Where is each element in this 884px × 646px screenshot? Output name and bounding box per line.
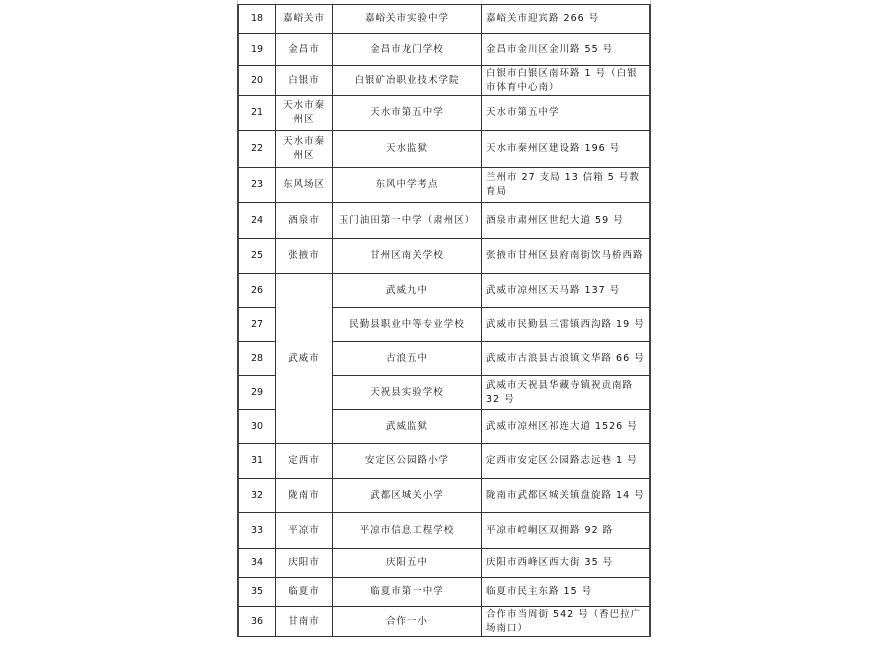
- row-number-cell: 23: [238, 168, 276, 203]
- address-cell: 平凉市崆峒区双拥路 92 路: [482, 513, 651, 549]
- city-cell: 平凉市: [276, 513, 333, 549]
- school-cell: 合作一小: [333, 607, 482, 637]
- city-cell: 嘉峪关市: [276, 5, 333, 34]
- school-cell: 玉门油田第一中学（肃州区）: [333, 203, 482, 239]
- row-number-cell: 30: [238, 410, 276, 444]
- address-cell: 武威市凉州区天马路 137 号: [482, 274, 651, 308]
- table-body: [238, 5, 650, 637]
- table-row: [238, 168, 650, 203]
- school-cell: 甘州区南关学校: [333, 239, 482, 274]
- address-cell: 武威市凉州区祁连大道 1526 号: [482, 410, 651, 444]
- school-cell: 天水市第五中学: [333, 96, 482, 131]
- table-row: [238, 274, 650, 308]
- row-number-cell: 33: [238, 513, 276, 549]
- row-number-cell: 18: [238, 5, 276, 34]
- address-cell: 嘉峪关市迎宾路 266 号: [482, 5, 651, 34]
- city-cell: 天水市秦州区: [276, 96, 333, 131]
- city-cell: 天水市秦州区: [276, 131, 333, 168]
- exam-sites-table: [237, 4, 651, 637]
- address-cell: 张掖市甘州区县府南街饮马桥西路: [482, 239, 651, 274]
- school-cell: 武威九中: [333, 274, 482, 308]
- table-row: [238, 203, 650, 239]
- address-cell: 庆阳市西峰区西大街 35 号: [482, 549, 651, 578]
- city-cell: 白银市: [276, 66, 333, 96]
- city-cell: 甘南市: [276, 607, 333, 637]
- city-cell: 酒泉市: [276, 203, 333, 239]
- city-cell: 张掖市: [276, 239, 333, 274]
- school-cell: 天水监狱: [333, 131, 482, 168]
- row-number-cell: 19: [238, 34, 276, 66]
- school-cell: 平凉市信息工程学校: [333, 513, 482, 549]
- table-row: [238, 131, 650, 168]
- city-cell: 武威市: [276, 274, 333, 444]
- table-row: [238, 239, 650, 274]
- row-number-cell: 21: [238, 96, 276, 131]
- city-cell: 东风场区: [276, 168, 333, 203]
- school-cell: 临夏市第一中学: [333, 578, 482, 607]
- row-number-cell: 26: [238, 274, 276, 308]
- row-number-cell: 20: [238, 66, 276, 96]
- city-cell: 定西市: [276, 444, 333, 479]
- address-cell: 金昌市金川区金川路 55 号: [482, 34, 651, 66]
- address-cell: 定西市安定区公园路志远巷 1 号: [482, 444, 651, 479]
- city-cell: 金昌市: [276, 34, 333, 66]
- address-cell: 兰州市 27 支局 13 信箱 5 号教育局: [482, 168, 651, 203]
- city-cell: 临夏市: [276, 578, 333, 607]
- table-row: [238, 549, 650, 578]
- address-cell: 武威市古浪县古浪镇文华路 66 号: [482, 342, 651, 376]
- table-row: [238, 66, 650, 96]
- row-number-cell: 24: [238, 203, 276, 239]
- school-cell: 民勤县职业中等专业学校: [333, 308, 482, 342]
- row-number-cell: 31: [238, 444, 276, 479]
- row-number-cell: 32: [238, 479, 276, 513]
- table-row: [238, 607, 650, 637]
- school-cell: 古浪五中: [333, 342, 482, 376]
- row-number-cell: 29: [238, 376, 276, 410]
- city-cell: 庆阳市: [276, 549, 333, 578]
- address-cell: 临夏市民主东路 15 号: [482, 578, 651, 607]
- address-cell: 武威市民勤县三雷镇西沟路 19 号: [482, 308, 651, 342]
- row-number-cell: 25: [238, 239, 276, 274]
- address-cell: 天水市秦州区建设路 196 号: [482, 131, 651, 168]
- school-cell: 庆阳五中: [333, 549, 482, 578]
- address-cell: 武威市天祝县华藏寺镇祝贡南路 32 号: [482, 376, 651, 410]
- school-cell: 武都区城关小学: [333, 479, 482, 513]
- address-cell: 酒泉市肃州区世纪大道 59 号: [482, 203, 651, 239]
- row-number-cell: 35: [238, 578, 276, 607]
- table-row: [238, 96, 650, 131]
- school-cell: 金昌市龙门学校: [333, 34, 482, 66]
- table-row: [238, 5, 650, 34]
- row-number-cell: 28: [238, 342, 276, 376]
- school-cell: 嘉峪关市实验中学: [333, 5, 482, 34]
- row-number-cell: 27: [238, 308, 276, 342]
- address-cell: 合作市当周街 542 号（香巴拉广场南口）: [482, 607, 651, 637]
- table-row: [238, 34, 650, 66]
- row-number-cell: 22: [238, 131, 276, 168]
- row-number-cell: 34: [238, 549, 276, 578]
- table-row: [238, 513, 650, 549]
- school-cell: 安定区公园路小学: [333, 444, 482, 479]
- school-cell: 白银矿冶职业技术学院: [333, 66, 482, 96]
- school-cell: 武威监狱: [333, 410, 482, 444]
- table-row: [238, 444, 650, 479]
- table-row: [238, 479, 650, 513]
- address-cell: 陇南市武都区城关镇盘旋路 14 号: [482, 479, 651, 513]
- table-row: [238, 578, 650, 607]
- school-cell: 天祝县实验学校: [333, 376, 482, 410]
- school-cell: 东风中学考点: [333, 168, 482, 203]
- address-cell: 白银市白银区南环路 1 号（白银市体育中心南）: [482, 66, 651, 96]
- city-cell: 陇南市: [276, 479, 333, 513]
- row-number-cell: 36: [238, 607, 276, 637]
- address-cell: 天水市第五中学: [482, 96, 651, 131]
